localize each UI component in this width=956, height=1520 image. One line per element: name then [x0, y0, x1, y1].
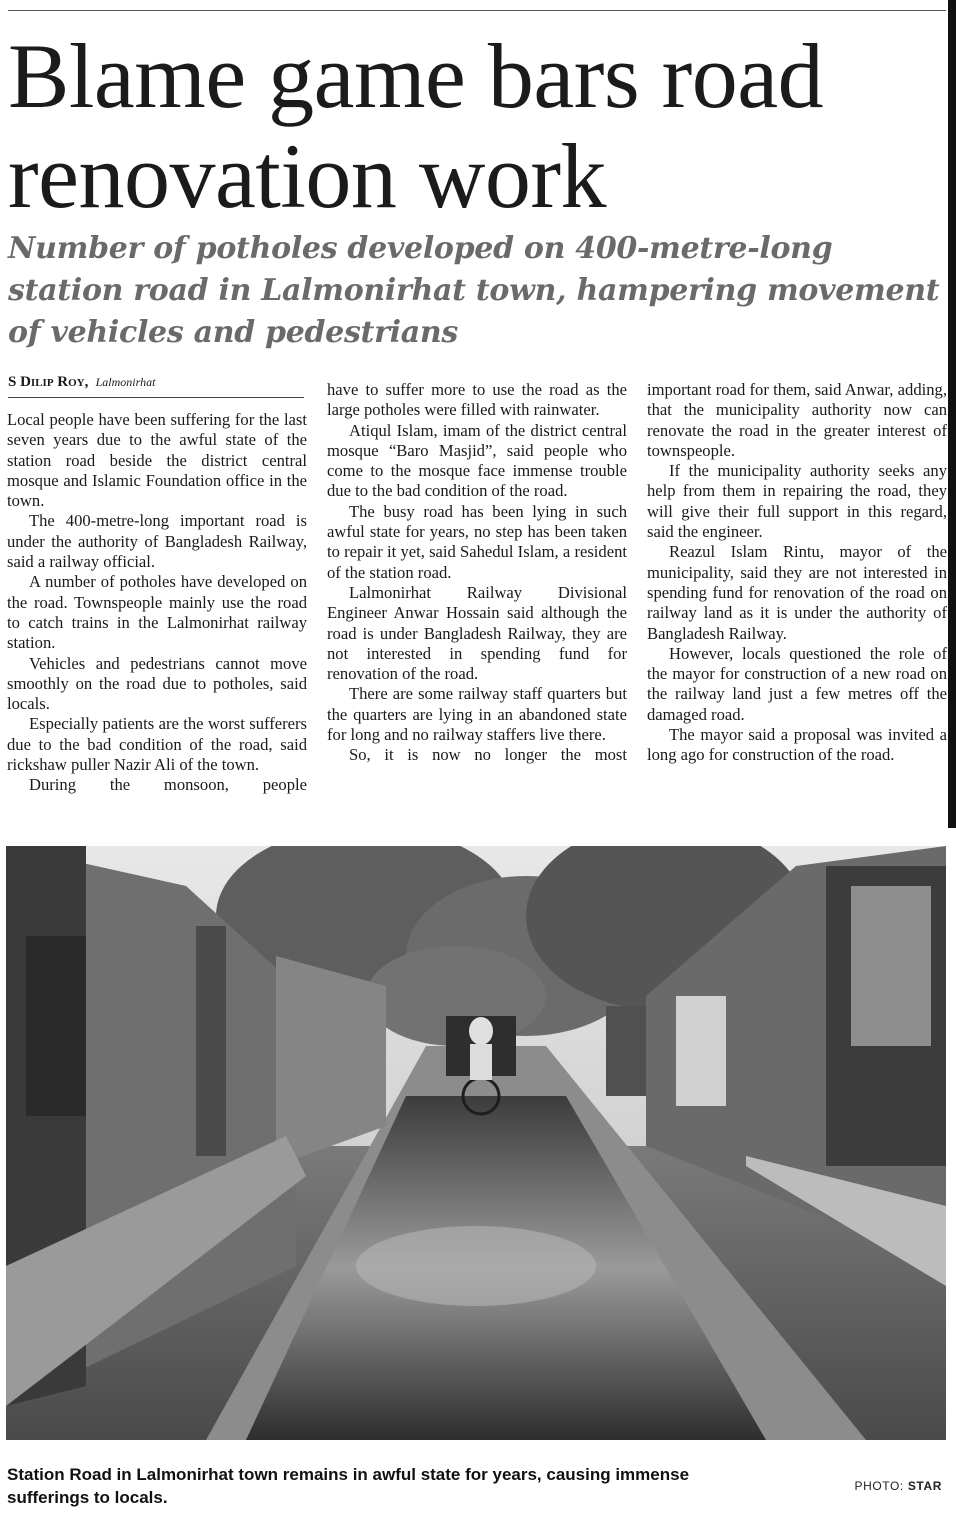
paragraph: The mayor said a proposal was invited a long ago for construction of the road.: [647, 725, 947, 765]
article-column-2: [327, 380, 627, 766]
paragraph: If the municipality authority seeks any help from them in repairing the road, they will give their full support in this regard, said the engineer.: [647, 461, 947, 542]
paragraph: Atiqul Islam, imam of the district central mosque “Baro Masjid”, said people who come to the mosque face immense trouble due to the bad condition of the road.: [327, 420, 627, 501]
paragraph: The 400-metre-long important road is under the authority of Bangladesh Railway, said a railway official.: [7, 511, 307, 572]
paragraph: The busy road has been lying in such awful state for years, no step has been taken to repair it yet, said Sahedul Islam, a resident of the station road.: [327, 501, 627, 582]
subhead: Number of potholes developed on 400-metre-long station road in Lalmonirhat town, hampering movement of vehicles and pedestrians: [8, 231, 940, 350]
article-column-3: [647, 380, 947, 766]
paragraph: Local people have been suffering for the last seven years due to the awful state of the station road beside the district central mosque and Islamic Foundation office in the town.: [7, 410, 307, 511]
paragraph: Lalmonirhat Railway Divisional Engineer Anwar Hossain said although the road is under Bangladesh Railway, they are not interested in spending fund for renovation of the road.: [327, 582, 627, 684]
headline: Blame game bars road renovation work: [8, 25, 824, 227]
news-photo: [6, 846, 946, 1440]
paragraph: Reazul Islam Rintu, mayor of the municipality, said they are not interested in spending fund for renovation of the road on railway land as it is under the authority of Bangladesh Railway.: [647, 542, 947, 643]
photo-credit: [854, 1479, 942, 1493]
top-rule: [8, 10, 946, 11]
byline: [8, 374, 304, 398]
paragraph: However, locals questioned the role of the mayor for construction of a new road on the railway land just a few metres off the damaged road.: [647, 643, 947, 724]
paragraph: Vehicles and pedestrians cannot move smoothly on the road due to potholes, said locals.: [7, 653, 307, 714]
photo-credit-label: PHOTO:: [854, 1479, 904, 1493]
paragraph: During the monsoon, people: [29, 775, 307, 795]
paragraph: have to suffer more to use the road as the large potholes were filled with rainwater.: [327, 380, 627, 420]
paragraph: There are some railway staff quarters but the quarters are lying in an abandoned state for long and no railway staffers live there.: [327, 684, 627, 745]
paragraph: So, it is now no longer the most: [349, 745, 627, 765]
paragraph: important road for them, said Anwar, adding, that the municipality authority now can renovate the road in the greater interest of townspeople.: [647, 380, 947, 460]
photo-credit-source: STAR: [907, 1479, 942, 1493]
road-scene-illustration: [6, 846, 946, 1440]
byline-author: S Dilip Roy,: [8, 374, 89, 390]
byline-location: Lalmonirhat: [95, 375, 156, 389]
article-column-1: [7, 410, 307, 796]
paragraph: A number of potholes have developed on the road. Townspeople mainly use the road to catch trains in the Lalmonirhat railway station.: [7, 572, 307, 653]
page-edge-bar: [948, 0, 956, 828]
photo-caption: Station Road in Lalmonirhat town remains in awful state for years, causing immense sufferings to locals.: [7, 1465, 690, 1507]
paragraph: Especially patients are the worst sufferers due to the bad condition of the road, said rickshaw puller Nazir Ali of the town.: [7, 714, 307, 775]
